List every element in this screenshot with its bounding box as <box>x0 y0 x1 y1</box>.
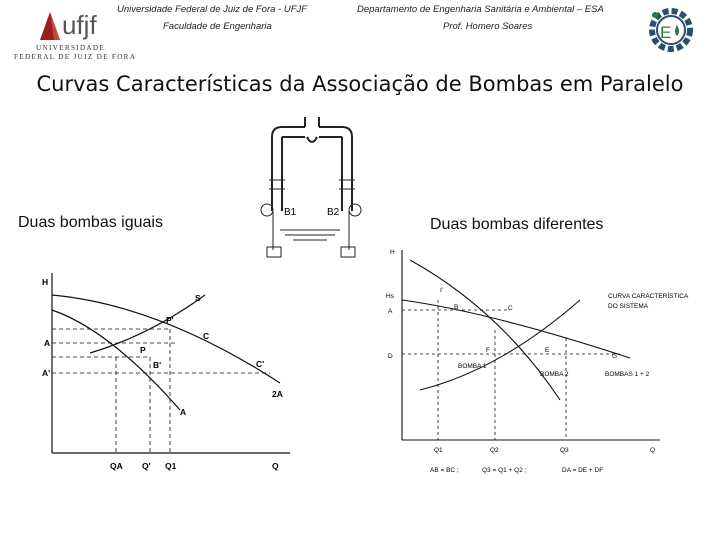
left-label-cp: C' <box>256 359 265 369</box>
chart-equal-pumps <box>30 255 320 495</box>
logo-line2: FEDERAL DE JUIZ DE FORA <box>14 53 137 61</box>
right-label-bomba2: BOMBA 2 <box>540 371 569 378</box>
left-label-s: S <box>195 293 201 303</box>
right-label-bombas12: BOMBAS 1 + 2 <box>605 371 650 378</box>
header-faculty: Faculdade de Engenharia <box>163 21 272 32</box>
left-label-p: P <box>140 345 146 355</box>
right-eq-1: AB = BC ; <box>430 467 459 474</box>
right-label-a: A <box>388 308 393 315</box>
schematic-b2: B2 <box>327 207 340 218</box>
right-label-q2: Q2 <box>490 447 499 454</box>
page-title: Curvas Características da Associação de Bombas em Paralelo <box>36 72 684 96</box>
left-label-a: A <box>44 338 51 348</box>
subtitle-different-pumps: Duas bombas diferentes <box>430 216 604 233</box>
left-label-2a: 2A <box>272 389 283 399</box>
right-label-d: D <box>388 353 393 360</box>
right-eq-2: Q3 = Q1 + Q2 ; <box>482 467 527 474</box>
esa-gear-icon <box>646 5 696 55</box>
logo-mark-text: ufjf <box>62 10 97 40</box>
left-label-bp: B' <box>153 360 162 370</box>
left-label-c: C <box>203 331 210 341</box>
right-label-hs: Hs <box>386 293 394 300</box>
left-label-pp: P' <box>166 315 174 325</box>
left-label-ap: A' <box>42 368 51 378</box>
logo-line1: UNIVERSIDADE <box>36 44 106 52</box>
pump-schematic <box>255 115 370 265</box>
right-label-b: B <box>454 304 459 311</box>
left-label-qp: Q' <box>142 461 151 471</box>
left-label-qa: QA <box>110 461 123 471</box>
right-label-ip: I' <box>440 287 444 294</box>
left-label-a-bottom: A <box>180 407 187 417</box>
svg-text:E: E <box>660 23 672 42</box>
schematic-b1: B1 <box>284 207 297 218</box>
right-label-h: H <box>390 249 395 256</box>
curve-system-s <box>90 295 205 353</box>
right-label-c: C <box>508 305 513 312</box>
header-university: Universidade Federal de Juiz de Fora - UFJF <box>117 4 308 15</box>
header-department: Departamento de Engenharia Sanitária e Ambiental – ESA <box>357 4 604 15</box>
subtitle-equal-pumps: Duas bombas iguais <box>18 214 163 231</box>
left-label-h: H <box>42 277 49 287</box>
right-label-sistema: DO SISTEMA <box>608 303 649 310</box>
header-professor: Prof. Homero Soares <box>443 21 533 32</box>
right-label-e: E <box>545 347 550 354</box>
right-label-q: Q <box>650 447 656 454</box>
chart-different-pumps <box>380 240 700 485</box>
right-label-q3: Q3 <box>560 447 569 454</box>
ufjf-logo-mark <box>38 4 98 44</box>
left-label-q: Q <box>272 461 279 471</box>
right-label-bomba1: BOMBA 1 <box>458 363 487 370</box>
right-label-g: G <box>612 353 618 360</box>
right-eq-3: DA = DE + DF <box>562 467 604 474</box>
right-label-f: F <box>486 347 490 354</box>
curve-2a <box>52 295 280 383</box>
left-label-q1: Q1 <box>165 461 177 471</box>
right-label-q1: Q1 <box>434 447 443 454</box>
curve-bombas-1-2 <box>402 300 630 358</box>
right-label-curva: CURVA CARACTERÍSTICA <box>608 293 689 300</box>
